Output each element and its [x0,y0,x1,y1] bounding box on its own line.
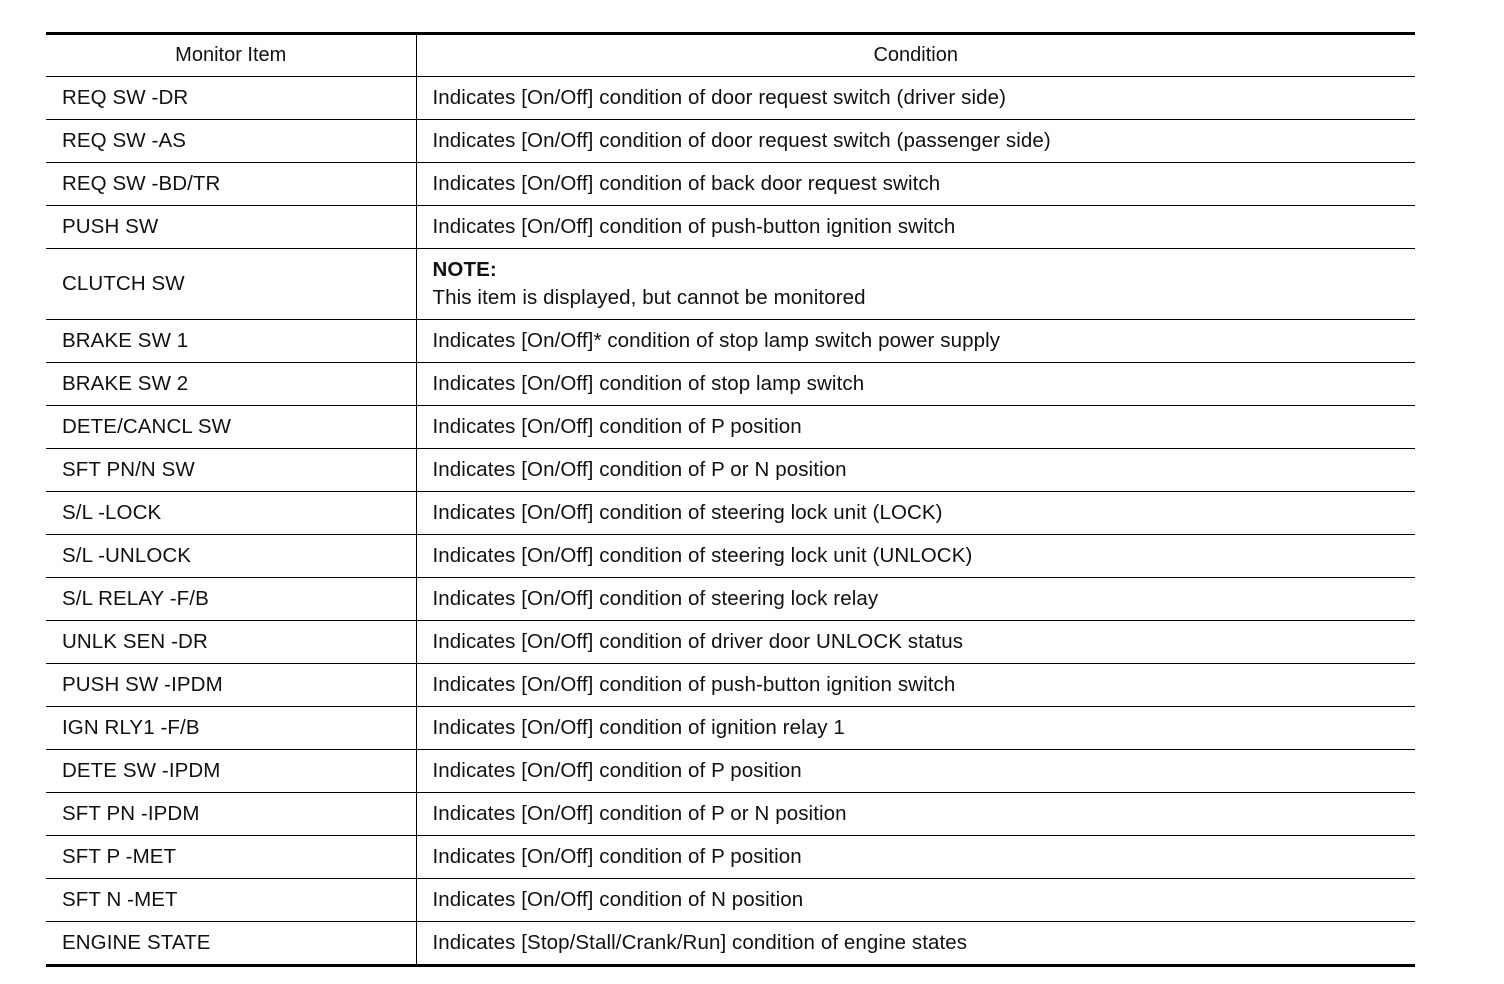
monitor-item-cell: SFT N -MET [46,879,416,922]
table-row [46,793,1415,836]
table-row [46,492,1415,535]
monitor-item-cell: S/L RELAY -F/B [46,578,416,621]
condition-cell: Indicates [On/Off] condition of driver door UNLOCK status [416,621,1415,664]
monitor-item-cell: REQ SW -DR [46,77,416,120]
table-row [46,578,1415,621]
monitor-item-cell: DETE SW -IPDM [46,750,416,793]
condition-cell: Indicates [On/Off] condition of back door request switch [416,163,1415,206]
monitor-item-table [46,32,1415,967]
table-row [46,621,1415,664]
table-row [46,320,1415,363]
header-condition: Condition [416,34,1415,77]
condition-cell: Indicates [On/Off] condition of P position [416,750,1415,793]
monitor-item-cell: SFT PN -IPDM [46,793,416,836]
monitor-item-cell: BRAKE SW 1 [46,320,416,363]
condition-cell: Indicates [On/Off]* condition of stop lamp switch power supply [416,320,1415,363]
condition-cell: Indicates [On/Off] condition of P or N position [416,449,1415,492]
condition-cell: Indicates [On/Off] condition of P position [416,406,1415,449]
table-row [46,922,1415,966]
condition-cell: Indicates [On/Off] condition of P position [416,836,1415,879]
table-row [46,120,1415,163]
condition-cell: Indicates [Stop/Stall/Crank/Run] condition of engine states [416,922,1415,966]
table-row [46,206,1415,249]
condition-cell: Indicates [On/Off] condition of stop lamp switch [416,363,1415,406]
condition-cell: Indicates [On/Off] condition of door request switch (driver side) [416,77,1415,120]
table-row [46,707,1415,750]
table-row [46,449,1415,492]
monitor-item-cell: PUSH SW [46,206,416,249]
condition-cell: Indicates [On/Off] condition of steering lock relay [416,578,1415,621]
table-row [46,249,1415,320]
condition-cell [416,249,1415,320]
condition-cell: Indicates [On/Off] condition of ignition relay 1 [416,707,1415,750]
monitor-item-cell: UNLK SEN -DR [46,621,416,664]
note-text: This item is displayed, but cannot be monitored [432,286,866,309]
table-row [46,535,1415,578]
table-row [46,406,1415,449]
table-row [46,879,1415,922]
monitor-item-cell: S/L -LOCK [46,492,416,535]
condition-cell: Indicates [On/Off] condition of steering lock unit (LOCK) [416,492,1415,535]
condition-cell: Indicates [On/Off] condition of door request switch (passenger side) [416,120,1415,163]
monitor-item-cell: S/L -UNLOCK [46,535,416,578]
monitor-item-cell: CLUTCH SW [46,249,416,320]
table-row [46,836,1415,879]
condition-cell: Indicates [On/Off] condition of N position [416,879,1415,922]
monitor-item-cell: DETE/CANCL SW [46,406,416,449]
monitor-item-cell: BRAKE SW 2 [46,363,416,406]
note-label: NOTE: [432,258,497,281]
monitor-item-cell: SFT P -MET [46,836,416,879]
monitor-item-cell: PUSH SW -IPDM [46,664,416,707]
table-row [46,363,1415,406]
monitor-item-cell: REQ SW -AS [46,120,416,163]
condition-cell: Indicates [On/Off] condition of push-button ignition switch [416,206,1415,249]
header-monitor-item: Monitor Item [46,34,416,77]
table-row [46,664,1415,707]
monitor-item-cell: ENGINE STATE [46,922,416,966]
table-row [46,163,1415,206]
monitor-item-cell: REQ SW -BD/TR [46,163,416,206]
condition-cell: Indicates [On/Off] condition of steering lock unit (UNLOCK) [416,535,1415,578]
condition-cell: Indicates [On/Off] condition of P or N position [416,793,1415,836]
table-row [46,750,1415,793]
condition-cell: Indicates [On/Off] condition of push-button ignition switch [416,664,1415,707]
monitor-item-cell: IGN RLY1 -F/B [46,707,416,750]
table-header-row [46,34,1415,77]
monitor-item-cell: SFT PN/N SW [46,449,416,492]
table-row [46,77,1415,120]
